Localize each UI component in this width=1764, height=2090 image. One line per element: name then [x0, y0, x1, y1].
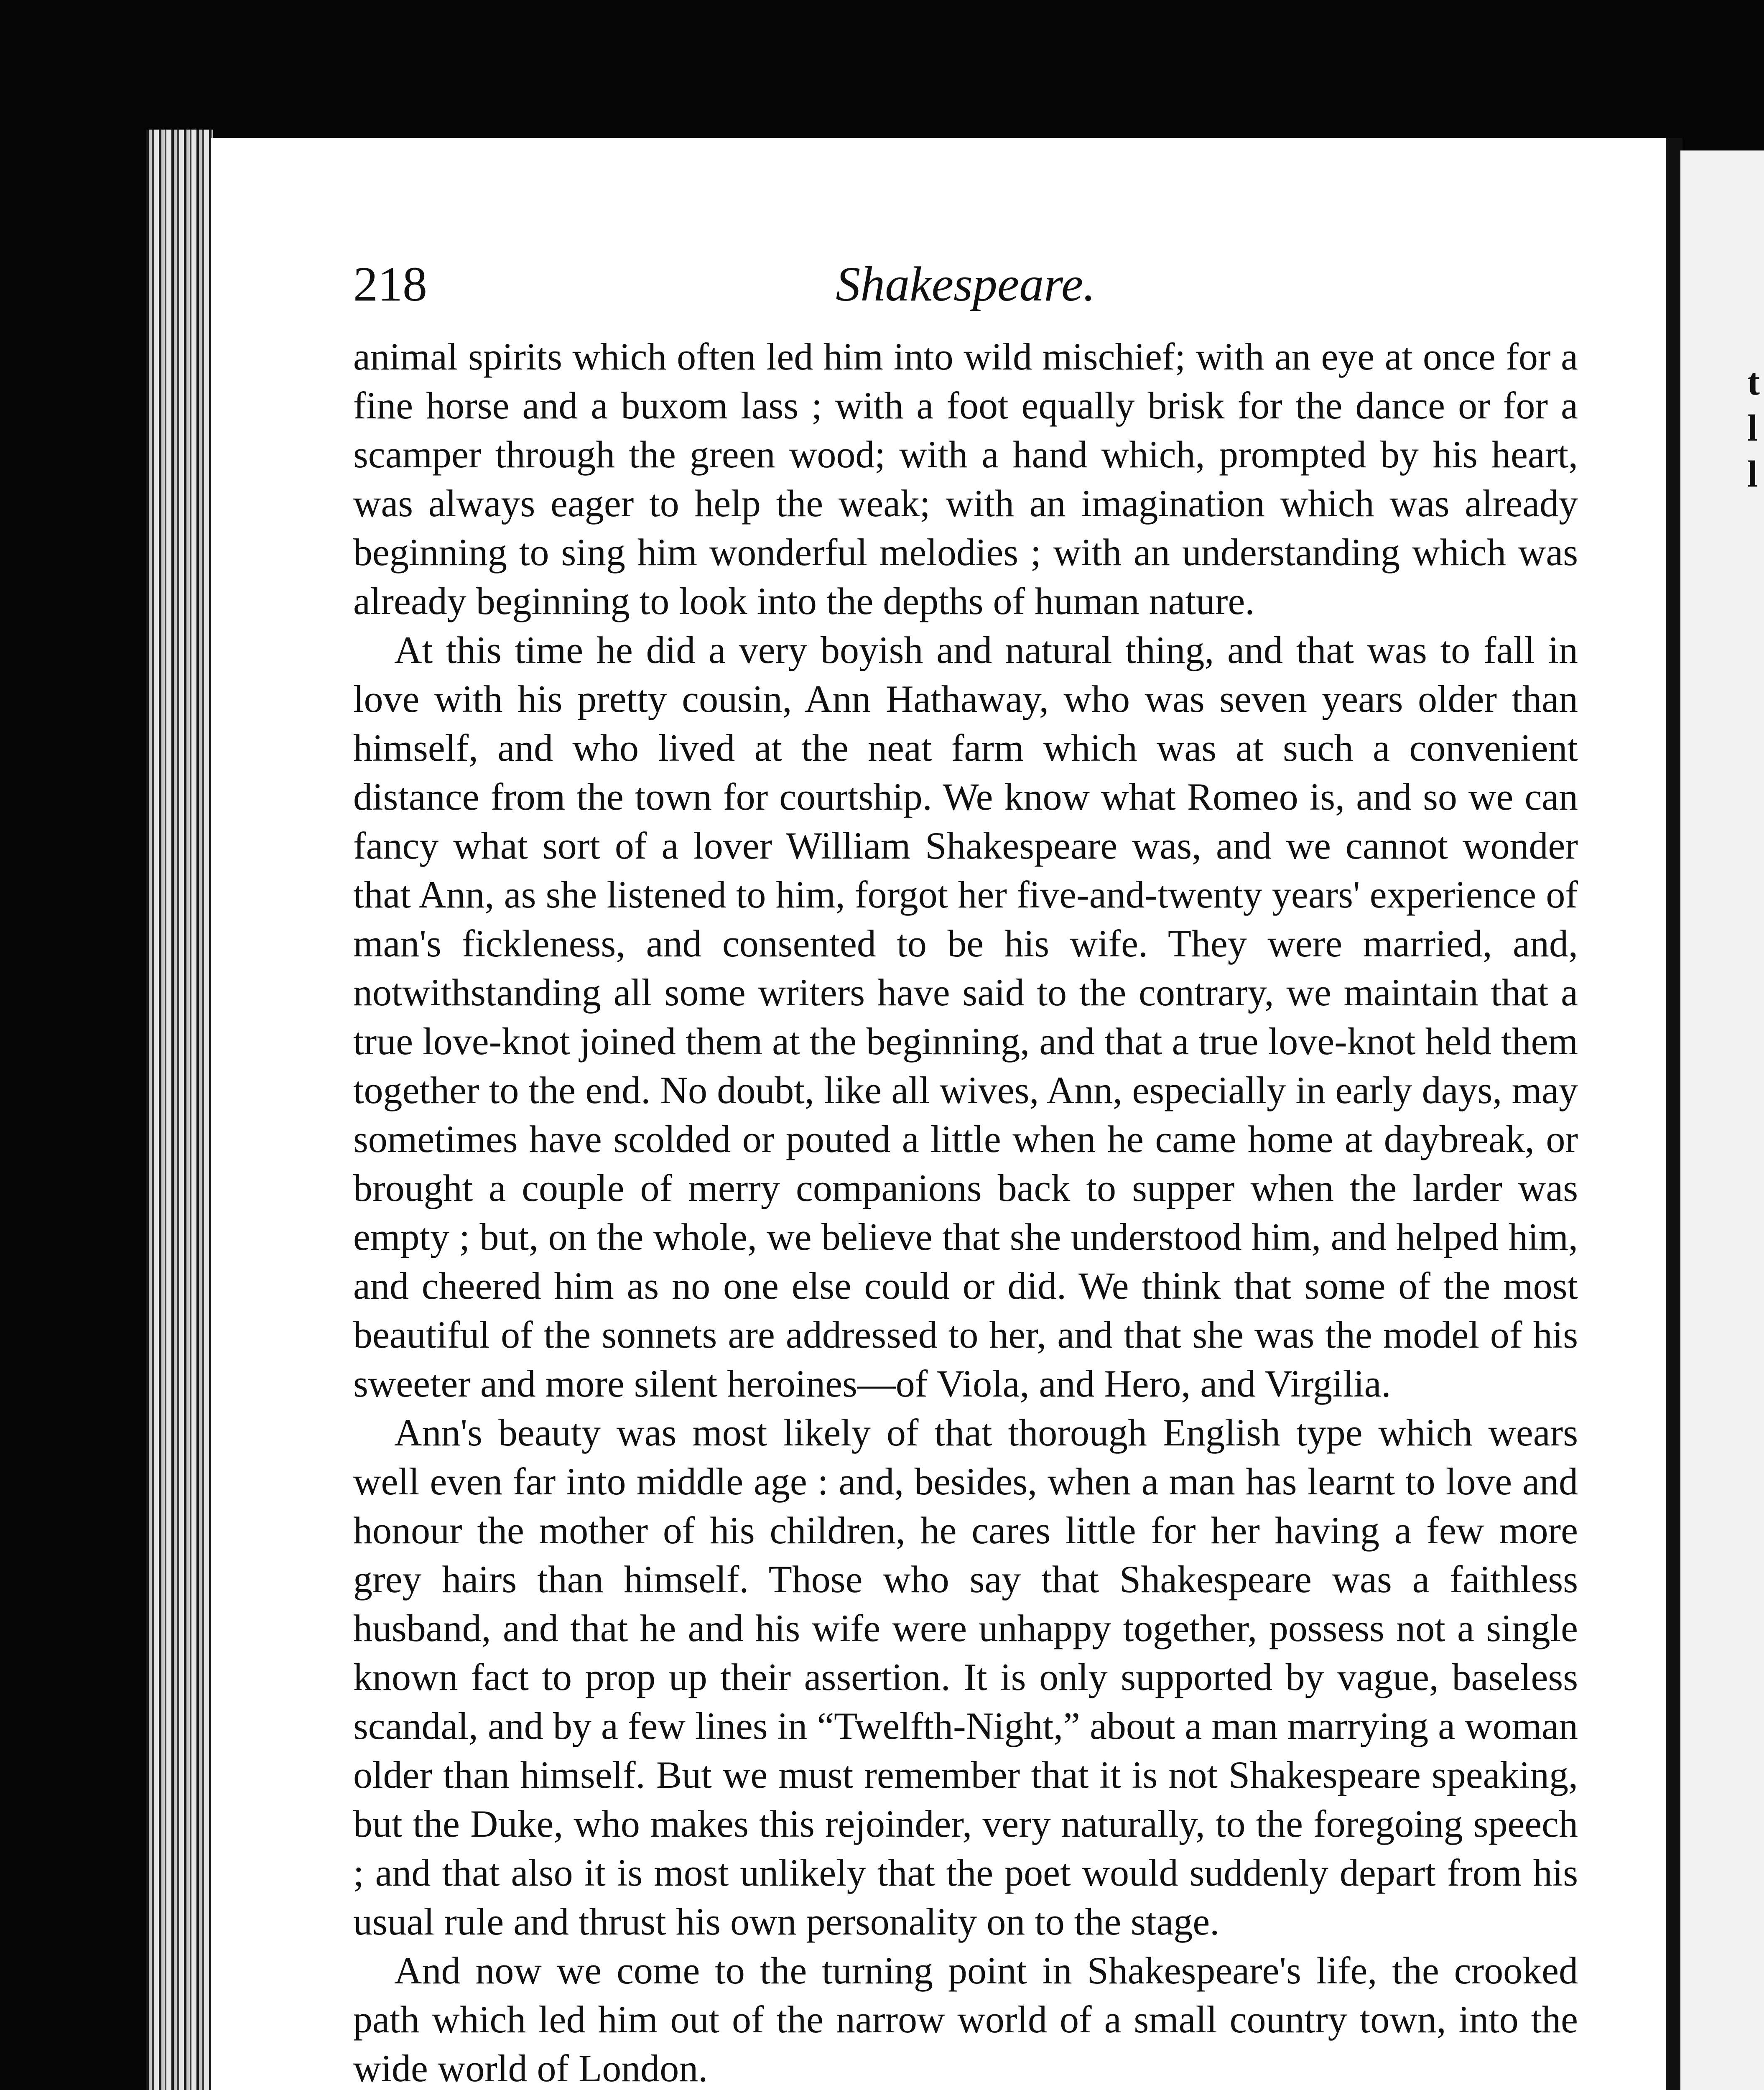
page-body — [353, 332, 1578, 2090]
page-number: 218 — [353, 257, 427, 311]
page-header — [353, 255, 1578, 314]
book-binding-edge — [146, 130, 213, 2090]
paragraph: And now we come to the turning point in Shakespeare's life, the crooked path which led him out of the narrow world of a small country town, into the wide world of London. — [353, 1949, 1578, 2090]
paragraph: At this time he did a very boyish and natural thing, and that was to fall in love with his pretty cousin, Ann Hathaway, who was seven years older than himself, and who lived at the neat farm which was at such a convenient distance from the town for courtship. We know what Romeo is, and so we can fancy what sort of a lover William Shakespeare was, and we cannot wonder that Ann, as she listened to him, forgot her five-and-twenty years' experience of man's fickleness, and consented to be his wife. They were married, and, notwithstanding all some writers have said to the contrary, we maintain that a true love-knot joined them at the beginning, and that a true love-knot held them together to the end. No doubt, like all wives, Ann, especially in early days, may sometimes have scolded or pouted a little when he came home at daybreak, or brought a couple of merry companions back to supper when the larder was empty ; but, on the whole, we believe that she understood him, and helped him, and cheered him as no one else could or did. We think that some of the most beautiful of the sonnets are addressed to her, and that she was the model of his sweeter and more silent heroines—of Viola, and Hero, and Virgilia. — [353, 629, 1578, 1405]
paragraph: Ann's beauty was most likely of that thorough English type which wears well even far into middle age : and, besides, when a man has learnt to love and honour the mother of his children, he cares little for her having a few more grey hairs than himself. Those who say that Shakespeare was a faithless husband, and that he and his wife were unhappy together, possess not a single known fact to prop up their assertion. It is only supported by vague, baseless scandal, and by a few lines in “Twelfth-Night,” about a man marrying a woman older than himself. But we must remember that it is not Shakespeare speaking, but the Duke, who makes this rejoinder, very naturally, to the foregoing speech ; and that also it is most unlikely that the poet would suddenly depart from his usual rule and thrust his own personality on to the stage. — [353, 1411, 1578, 1943]
page-gutter — [1666, 138, 1682, 2090]
paragraph: animal spirits which often led him into wild mischief; with an eye at once for a fine horse and a buxom lass ; with a foot equally brisk for the dance or for a scamper through the green wood; with a hand which, prompted by his heart, was always eager to help the weak; with an imagination which was already beginning to sing him wonderful melodies ; with an understanding which was already beginning to look into the depths of human nature. — [353, 335, 1578, 622]
adjacent-page-fragment: t l l — [1747, 362, 1760, 495]
running-title: Shakespeare. — [836, 257, 1096, 311]
